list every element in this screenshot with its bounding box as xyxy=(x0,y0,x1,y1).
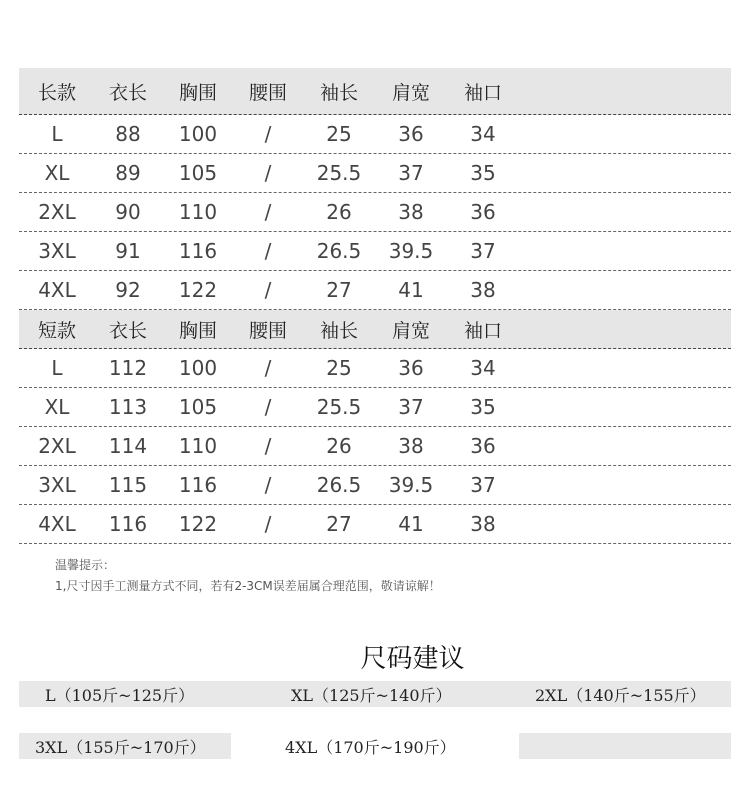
cell-chest: 116 xyxy=(178,239,218,263)
cell-size: 4XL xyxy=(38,512,76,536)
cell-size: 4XL xyxy=(38,278,76,302)
cell-sleeve: 26 xyxy=(326,200,352,224)
header-style-long: 长款 xyxy=(37,81,76,104)
cell-shoulder: 39.5 xyxy=(388,239,434,263)
cell-chest: 116 xyxy=(178,473,218,497)
cell-shoulder: 41 xyxy=(398,278,424,302)
cell-chest: 110 xyxy=(178,200,218,224)
cell-chest: 122 xyxy=(178,512,218,536)
table-row xyxy=(19,349,731,388)
cell-size: L xyxy=(51,122,63,146)
table-row xyxy=(19,466,731,505)
cell-length: 114 xyxy=(108,434,148,458)
cell-length: 91 xyxy=(115,239,141,263)
notes-line: 1,尺寸因手工测量方式不同，若有2-3CM误差届属合理范围，敬请谅解！ xyxy=(55,579,441,593)
header-style-short: 短款 xyxy=(37,319,76,342)
cell-sleeve: 25.5 xyxy=(316,395,362,419)
cell-shoulder: 37 xyxy=(398,161,424,185)
cell-cuff: 35 xyxy=(470,161,496,185)
cell-length: 116 xyxy=(108,512,148,536)
cell-size: 3XL xyxy=(38,473,76,497)
cell-cuff: 38 xyxy=(470,278,496,302)
table-row xyxy=(19,115,731,154)
header-cuff: 袖口 xyxy=(463,81,502,104)
cell-cuff: 36 xyxy=(470,200,496,224)
cell-waist: / xyxy=(264,356,272,380)
cell-shoulder: 41 xyxy=(398,512,424,536)
short-table-header xyxy=(19,310,731,349)
cell-size: 3XL xyxy=(38,239,76,263)
recommendation-item: 3XL（155斤~170斤） xyxy=(19,733,231,759)
table-row xyxy=(19,232,731,271)
cell-sleeve: 26 xyxy=(326,434,352,458)
cell-waist: / xyxy=(264,200,272,224)
notes-title: 温馨提示： xyxy=(55,558,116,572)
header-shoulder: 肩宽 xyxy=(391,319,430,342)
table-row xyxy=(19,427,731,466)
recommendation-title: 尺码建议 xyxy=(360,644,465,674)
short-size-table xyxy=(19,310,731,544)
cell-cuff: 35 xyxy=(470,395,496,419)
cell-length: 90 xyxy=(115,200,141,224)
cell-shoulder: 39.5 xyxy=(388,473,434,497)
cell-waist: / xyxy=(264,512,272,536)
long-table-header xyxy=(19,68,731,115)
cell-size: L xyxy=(51,356,63,380)
cell-shoulder: 38 xyxy=(398,200,424,224)
recommendation-item: L（105斤~125斤） xyxy=(19,681,231,707)
cell-sleeve: 25.5 xyxy=(316,161,362,185)
cell-shoulder: 36 xyxy=(398,356,424,380)
long-size-table xyxy=(19,68,731,310)
cell-sleeve: 27 xyxy=(326,512,352,536)
cell-size: 2XL xyxy=(38,200,76,224)
table-row xyxy=(19,271,731,310)
cell-length: 92 xyxy=(115,278,141,302)
header-waist: 腰围 xyxy=(248,81,287,104)
recommendation-item: 2XL（140斤~155斤） xyxy=(519,681,731,707)
header-waist: 腰围 xyxy=(248,319,287,342)
cell-chest: 105 xyxy=(178,395,218,419)
cell-cuff: 34 xyxy=(470,122,496,146)
cell-cuff: 37 xyxy=(470,473,496,497)
cell-length: 115 xyxy=(108,473,148,497)
cell-size: XL xyxy=(44,395,70,419)
cell-cuff: 37 xyxy=(470,239,496,263)
cell-sleeve: 26.5 xyxy=(316,239,362,263)
cell-chest: 100 xyxy=(178,356,218,380)
table-row xyxy=(19,388,731,427)
cell-waist: / xyxy=(264,395,272,419)
cell-size: XL xyxy=(44,161,70,185)
cell-cuff: 36 xyxy=(470,434,496,458)
table-row xyxy=(19,193,731,232)
cell-shoulder: 37 xyxy=(398,395,424,419)
cell-cuff: 38 xyxy=(470,512,496,536)
header-cuff: 袖口 xyxy=(463,319,502,342)
recommendation-item: 4XL（170斤~190斤） xyxy=(285,737,456,757)
cell-cuff: 34 xyxy=(470,356,496,380)
recommendation-item: XL（125斤~140斤） xyxy=(231,681,519,707)
cell-waist: / xyxy=(264,122,272,146)
cell-waist: / xyxy=(264,473,272,497)
header-sleeve: 袖长 xyxy=(319,319,358,342)
recommendation-item xyxy=(519,733,731,759)
header-sleeve: 袖长 xyxy=(319,81,358,104)
notes xyxy=(55,555,441,597)
cell-shoulder: 38 xyxy=(398,434,424,458)
header-chest: 胸围 xyxy=(178,81,217,104)
cell-length: 89 xyxy=(115,161,141,185)
cell-length: 113 xyxy=(108,395,148,419)
cell-sleeve: 27 xyxy=(326,278,352,302)
cell-chest: 100 xyxy=(178,122,218,146)
cell-length: 88 xyxy=(115,122,141,146)
header-length: 衣长 xyxy=(108,81,147,104)
cell-chest: 105 xyxy=(178,161,218,185)
cell-sleeve: 25 xyxy=(326,356,352,380)
header-chest: 胸围 xyxy=(178,319,217,342)
cell-sleeve: 26.5 xyxy=(316,473,362,497)
cell-waist: / xyxy=(264,161,272,185)
table-row xyxy=(19,505,731,544)
cell-waist: / xyxy=(264,278,272,302)
cell-shoulder: 36 xyxy=(398,122,424,146)
cell-waist: / xyxy=(264,434,272,458)
header-length: 衣长 xyxy=(108,319,147,342)
cell-waist: / xyxy=(264,239,272,263)
cell-size: 2XL xyxy=(38,434,76,458)
cell-chest: 110 xyxy=(178,434,218,458)
cell-length: 112 xyxy=(108,356,148,380)
cell-sleeve: 25 xyxy=(326,122,352,146)
cell-chest: 122 xyxy=(178,278,218,302)
table-row xyxy=(19,154,731,193)
header-shoulder: 肩宽 xyxy=(391,81,430,104)
